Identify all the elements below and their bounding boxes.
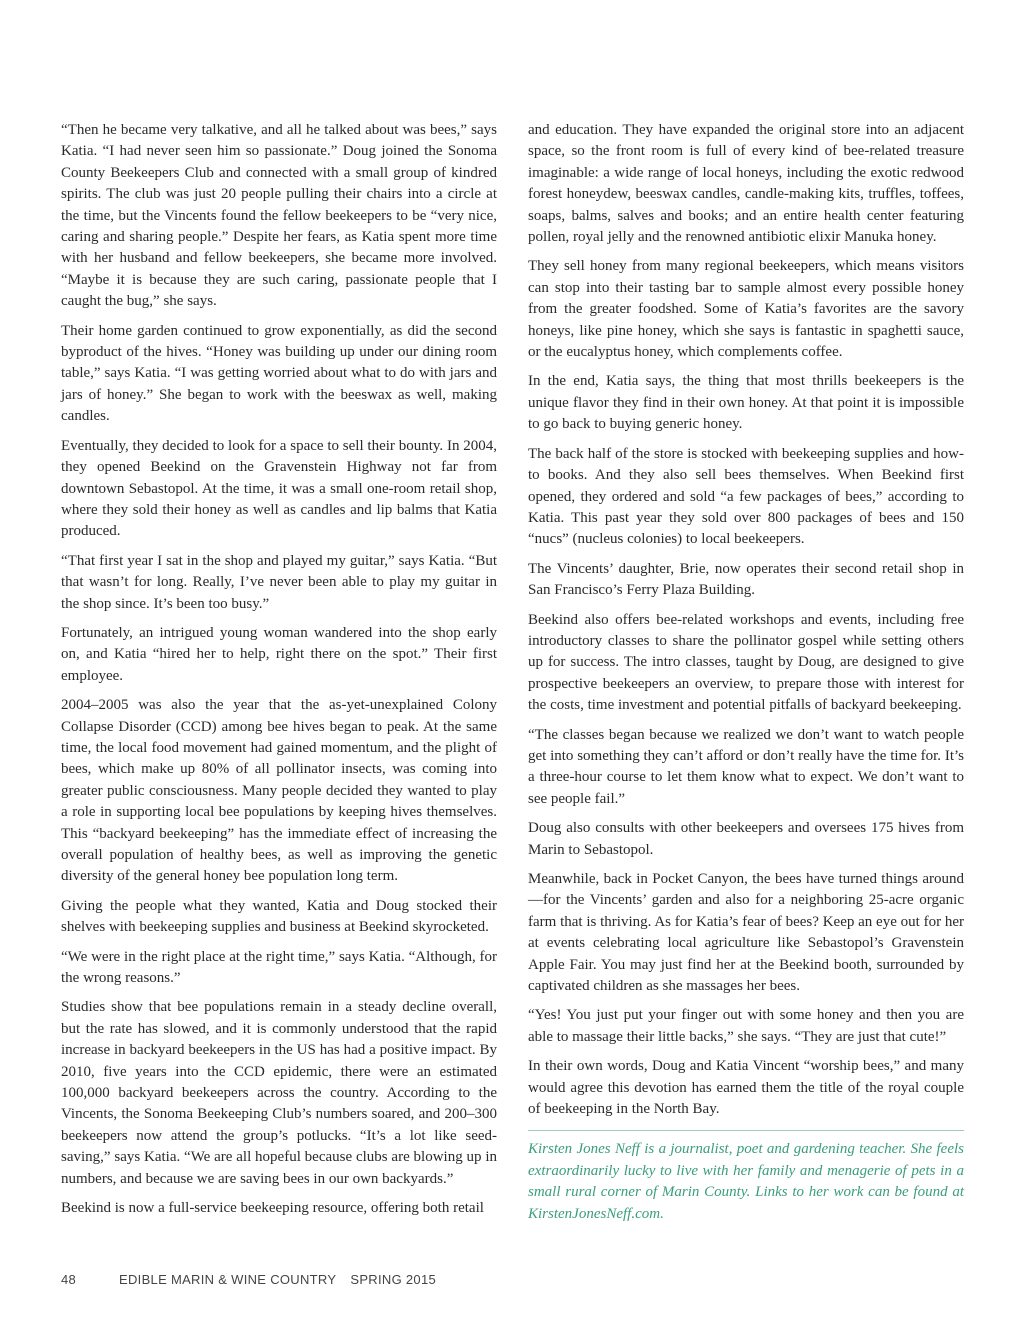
publication-name: EDIBLE MARIN & WINE COUNTRY bbox=[119, 1272, 337, 1287]
paragraph: “We were in the right place at the right time,” says Katia. “Although, for the wrong reasons.” bbox=[61, 948, 497, 987]
paragraph: Eventually, they decided to look for a space to sell their bounty. In 2004, they opened Beekind on the Gravenstein Highway not far from downtown Sebastopol. At the time, it was a small one-room retail shop, where they sold their honey as well as candles and lip balms that Katia produced. bbox=[61, 437, 497, 540]
paragraph: Beekind also offers bee-related workshops and events, including free introductory classes to share the pollinator gospel while setting others up for success. The intro classes, taught by Doug, are designed to give prospective beekeepers an overview, to prepare those with interest for the costs, time investment and potential pitfalls of backyard beekeeping. bbox=[528, 611, 964, 714]
left-column bbox=[61, 120, 497, 1228]
paragraph: Studies show that bee populations remain in a steady decline overall, but the rate has slowed, and it is commonly understood that the rapid increase in backyard beekeepers in the US has had a positive impact. By 2010, five years into the CCD epidemic, there were an estimated 100,000 backyard beekeepers across the country. According to the Vincents, the Sonoma Beekeeping Club’s numbers soared, and 200–300 beekeepers now attend the group’s potlucks. “It’s a lot like seed-saving,” says Katia. “We are all hopeful because clubs are blowing up in numbers, and because we are saving bees in our own backyards.” bbox=[61, 999, 497, 1187]
paragraph: In the end, Katia says, the thing that most thrills beekeepers is the unique flavor they find in their own honey. At that point it is impossible to go back to buying generic honey. bbox=[528, 373, 964, 433]
paragraph: 2004–2005 was also the year that the as-yet-unexplained Colony Collapse Disorder (CCD) among bee hives began to peak. At the same time, the local food movement had gained momentum, and the plight of bees, which make up 80% of all pollinator insects, was coming into greater public consciousness. Many people decided they wanted to play a role in supporting local bee populations by keeping hives themselves. This “backyard beekeeping” has the immediate effect of increasing the overall population of healthy bees, as well as improving the genetic diversity of the general honey bee population long term. bbox=[61, 697, 497, 885]
page-number: 48 bbox=[61, 1272, 77, 1287]
paragraph: The back half of the store is stocked with beekeeping supplies and how-to books. And they also sell bees themselves. When Beekind first opened, they ordered and sold “a few packages of bees,” according to Katia. This past year they sold over 800 packages of bees and 150 “nucs” (nucleus colonies) to local beekeepers. bbox=[528, 445, 964, 548]
paragraph: “The classes began because we realized we don’t want to watch people get into something they can’t afford or don’t really have the time for. It’s a three-hour course to let them know what to expect. We don’t want to see people fail.” bbox=[528, 726, 964, 807]
paragraph: The Vincents’ daughter, Brie, now operates their second retail shop in San Francisco’s Ferry Plaza Building. bbox=[528, 560, 964, 599]
paragraph: Giving the people what they wanted, Katia and Doug stocked their shelves with beekeeping supplies and business at Beekind skyrocketed. bbox=[61, 897, 497, 936]
bio-divider bbox=[528, 1130, 964, 1131]
issue-label: SPRING 2015 bbox=[350, 1272, 437, 1287]
paragraph: “Then he became very talkative, and all he talked about was bees,” says Katia. “I had never seen him so passionate.” Doug joined the Sonoma County Beekeepers Club and connected with a small group of kindred spirits. The club was just 20 people pulling their chairs into a circle at the time, but the Vincents found the fellow beekeepers to be “very nice, caring and sharing people.” Despite her fears, as Katia spent more time with her husband and fellow beekeepers, she became more involved. “Maybe it is because they are such caring, passionate people that I caught the bug,” she says. bbox=[61, 122, 497, 310]
paragraph: Doug also consults with other beekeepers and oversees 175 hives from Marin to Sebastopol. bbox=[528, 820, 964, 858]
author-bio: Kirsten Jones Neff is a journalist, poet and gardening teacher. She feels extraordinarily lucky to live with her family and menagerie of pets in a small rural corner of Marin County. Links to her work can be found at KirstenJonesNeff.com. bbox=[528, 1141, 964, 1222]
right-column bbox=[528, 120, 964, 1233]
page-footer bbox=[61, 1272, 436, 1287]
paragraph: “Yes! You just put your finger out with some honey and then you are able to massage their little backs,” she says. “They are just that cute!” bbox=[528, 1007, 964, 1045]
paragraph: Their home garden continued to grow exponentially, as did the second byproduct of the hives. “Honey was building up under our dining room table,” says Katia. “I was getting worried about what to do with jars and jars of honey.” She began to work with the beeswax as well, making candles. bbox=[61, 322, 497, 425]
paragraph: Beekind is now a full-service beekeeping resource, offering both retail bbox=[61, 1200, 484, 1217]
paragraph: “That first year I sat in the shop and played my guitar,” says Katia. “But that wasn’t for long. Really, I’ve never been able to play my guitar in the shop since. It’s been too busy.” bbox=[61, 552, 497, 612]
paragraph: and education. They have expanded the original store into an adjacent space, so the front room is full of every kind of bee-related treasure imaginable: a wide range of local honeys, including the exotic redwood forest honeydew, beeswax candles, candle-making kits, truffles, toffees, soaps, balms, salves and books; and an entire health center featuring pollen, royal jelly and the renowned antibiotic elixir Manuka honey. bbox=[528, 122, 964, 246]
paragraph: They sell honey from many regional beekeepers, which means visitors can stop into their tasting bar to sample almost every possible honey from the greater foodshed. Some of Katia’s favorites are the savory honeys, like pine honey, which she says is fantastic in spaghetti sauce, or the eucalyptus honey, which complements coffee. bbox=[528, 258, 964, 361]
paragraph: Fortunately, an intrigued young woman wandered into the shop early on, and Katia “hired her to help, right there on the spot.” Their first employee. bbox=[61, 624, 497, 684]
paragraph: In their own words, Doug and Katia Vincent “worship bees,” and many would agree this devotion has earned them the title of the royal couple of beekeeping in the North Bay. bbox=[528, 1058, 964, 1118]
paragraph: Meanwhile, back in Pocket Canyon, the bees have turned things around—for the Vincents’ garden and also for a neighboring 25-acre organic farm that is thriving. As for Katia’s fear of bees? Keep an eye out for her at events celebrating local agriculture like Sebastopol’s Gravenstein Apple Fair. You may just find her at the Beekind booth, surrounded by captivated children as she massages her bees. bbox=[528, 871, 964, 995]
